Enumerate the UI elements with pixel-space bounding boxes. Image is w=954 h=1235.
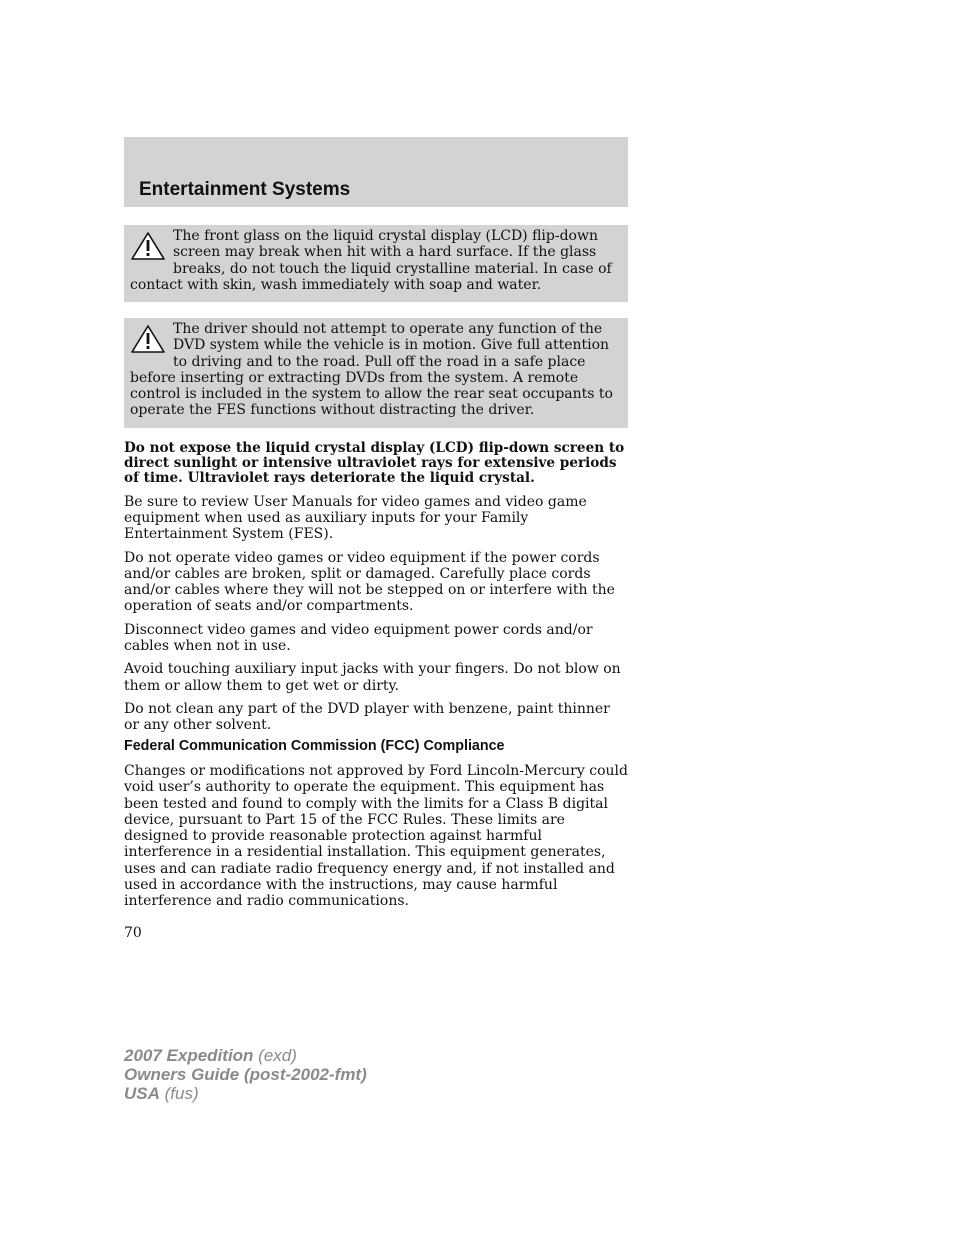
warning-box-lcd-glass <box>124 225 628 302</box>
fcc-section <box>124 763 628 917</box>
warning-text: The front glass on the liquid crystal display (LCD) flip-down screen may break when hit with a hard surface. If the glass breaks, do not touch the liquid crystalline material. In case of contact with skin, wash immediately with soap and water. <box>130 228 612 293</box>
warning-text: The driver should not attempt to operate any function of the DVD system while the vehicle is in motion. Give full attention to driving and to the road. Pull off the road in a safe place before inserting or extracting DVDs from the system. A remote control is included in the system to allow the rear seat occupants to operate the FES functions without distracting the driver. <box>130 321 613 419</box>
paragraph: Do not clean any part of the DVD player with benzene, paint thinner or any other solvent. <box>124 700 610 734</box>
fcc-paragraph: Changes or modifications not approved by Ford Lincoln-Mercury could void user’s authority to operate the equipment. This equipment has been tested and found to comply with the limits for a Class B digital device, pursuant to Part 15 of the FCC Rules. These limits are designed to provide reasonable protection against harmful interference in a residential installation. This equipment generates, uses and can radiate radio frequency energy and, if not installed and used in accordance with the instructions, may cause harmful interference and radio communications. <box>124 763 628 910</box>
footer-line-3: USA (fus) <box>124 1084 199 1103</box>
section-header <box>124 137 628 207</box>
body-section <box>124 441 628 740</box>
warning-triangle-icon <box>130 324 166 354</box>
bold-notice: Do not expose the liquid crystal display (LCD) flip-down screen to direct sunlight or intensive ultraviolet rays for extensive periods of time. Ultraviolet rays deteriorate the liquid crystal. <box>124 440 625 487</box>
warning-triangle-icon <box>130 231 166 261</box>
paragraph: Do not operate video games or video equipment if the power cords and/or cables are broken, split or damaged. Carefully place cords and/or cables where they will not be stepped on or interfere with the operation of seats and/or compartments. <box>124 549 615 615</box>
section-title: Entertainment Systems <box>139 179 351 200</box>
paragraph: Avoid touching auxiliary input jacks with your fingers. Do not blow on them or allow them to get wet or dirty. <box>124 661 621 694</box>
paragraph: Disconnect video games and video equipment power cords and/or cables when not in use. <box>124 621 593 654</box>
footer-line-2: Owners Guide (post-2002-fmt) <box>124 1065 367 1084</box>
warning-box-driver-dvd <box>124 318 628 428</box>
fcc-heading: Federal Communication Commission (FCC) Compliance <box>124 738 505 754</box>
footer-line-1: 2007 Expedition (exd) <box>124 1046 297 1065</box>
page-number: 70 <box>124 925 142 941</box>
document-footer <box>124 1046 367 1103</box>
paragraph: Be sure to review User Manuals for video games and video game equipment when used as auxiliary inputs for your Family Entertainment System (FES). <box>124 493 587 543</box>
